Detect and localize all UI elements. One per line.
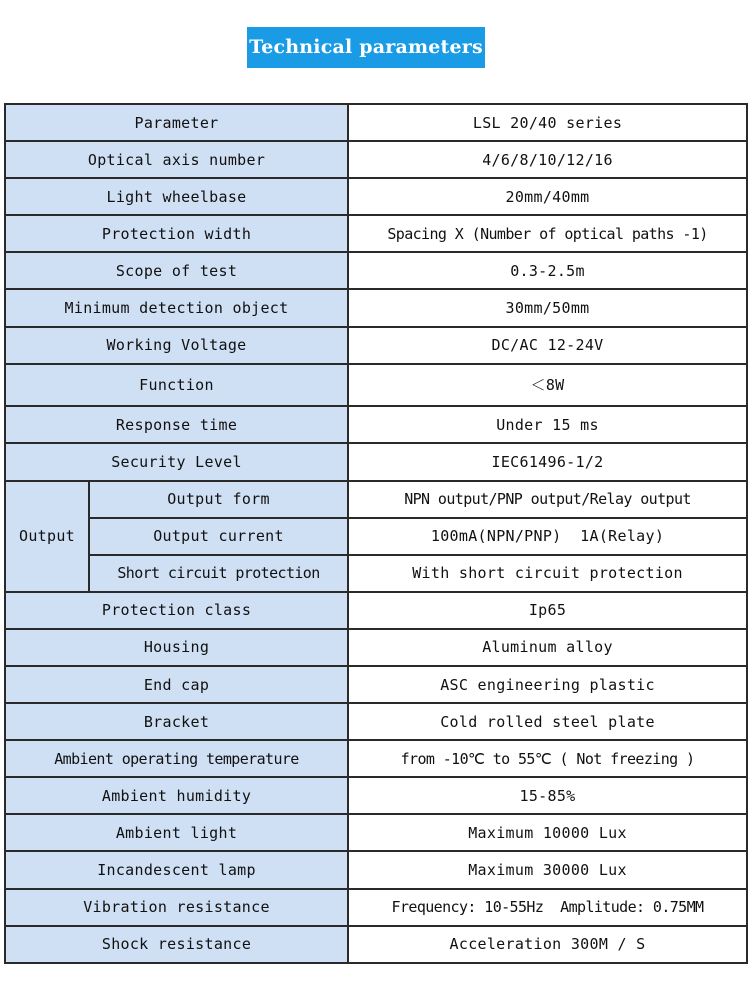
row-label: Protection class — [5, 592, 348, 629]
row-value: IEC61496-1/2 — [348, 443, 747, 480]
table-row — [5, 252, 747, 289]
table-row — [5, 141, 747, 178]
row-label: Bracket — [5, 703, 348, 740]
table-row — [5, 518, 747, 555]
row-label: Output form — [89, 481, 348, 518]
row-label: Housing — [5, 629, 348, 666]
row-label: Light wheelbase — [5, 178, 348, 215]
table-row — [5, 364, 747, 407]
table-row — [5, 289, 747, 326]
row-value: Aluminum alloy — [348, 629, 747, 666]
row-label: Vibration resistance — [5, 889, 348, 926]
row-value: Maximum 30000 Lux — [348, 851, 747, 888]
row-value: Acceleration 300M / S — [348, 926, 747, 963]
table-row — [5, 592, 747, 629]
row-value: 4/6/8/10/12/16 — [348, 141, 747, 178]
table-row — [5, 926, 747, 963]
row-value: Frequency: 10-55Hz Amplitude: 0.75MM — [348, 889, 747, 926]
row-label: Ambient operating temperature — [5, 740, 348, 777]
row-label: Optical axis number — [5, 141, 348, 178]
row-value: Under 15 ms — [348, 406, 747, 443]
row-label: Minimum detection object — [5, 289, 348, 326]
parameters-table — [4, 103, 748, 964]
table-row — [5, 215, 747, 252]
row-label: Function — [5, 364, 348, 407]
section-title: Technical parameters — [247, 27, 485, 68]
table-row — [5, 178, 747, 215]
output-group-label: Output — [5, 481, 89, 592]
table-row — [5, 443, 747, 480]
row-value: 0.3-2.5m — [348, 252, 747, 289]
row-value: Maximum 10000 Lux — [348, 814, 747, 851]
row-label: Protection width — [5, 215, 348, 252]
table-row — [5, 327, 747, 364]
table-row — [5, 889, 747, 926]
row-label: Security Level — [5, 443, 348, 480]
table-row — [5, 555, 747, 592]
table-row — [5, 629, 747, 666]
row-value: 15-85% — [348, 777, 747, 814]
row-value: from -10℃ to 55℃ ( Not freezing ) — [348, 740, 747, 777]
row-value: 100mA(NPN/PNP) 1A(Relay) — [348, 518, 747, 555]
row-label: Short circuit protection — [89, 555, 348, 592]
table-row — [5, 666, 747, 703]
row-value: Ip65 — [348, 592, 747, 629]
table-row — [5, 481, 747, 518]
row-label: Incandescent lamp — [5, 851, 348, 888]
row-label: Scope of test — [5, 252, 348, 289]
row-value: NPN output/PNP output/Relay output — [348, 481, 747, 518]
table-row — [5, 406, 747, 443]
row-label: End cap — [5, 666, 348, 703]
row-label: Ambient humidity — [5, 777, 348, 814]
table-row — [5, 814, 747, 851]
row-value: 20mm/40mm — [348, 178, 747, 215]
row-label: Output current — [89, 518, 348, 555]
row-value: DC/AC 12-24V — [348, 327, 747, 364]
row-label: Working Voltage — [5, 327, 348, 364]
row-label: Ambient light — [5, 814, 348, 851]
row-label: Shock resistance — [5, 926, 348, 963]
table-row — [5, 851, 747, 888]
row-value: ＜8W — [348, 364, 747, 407]
row-value: With short circuit protection — [348, 555, 747, 592]
row-label: Response time — [5, 406, 348, 443]
row-value: Cold rolled steel plate — [348, 703, 747, 740]
row-label: Parameter — [5, 104, 348, 141]
table-row — [5, 104, 747, 141]
row-value: ASC engineering plastic — [348, 666, 747, 703]
table-row — [5, 703, 747, 740]
table-row — [5, 777, 747, 814]
row-value: LSL 20/40 series — [348, 104, 747, 141]
table-row — [5, 740, 747, 777]
row-value: Spacing X (Number of optical paths -1) — [348, 215, 747, 252]
row-value: 30mm/50mm — [348, 289, 747, 326]
